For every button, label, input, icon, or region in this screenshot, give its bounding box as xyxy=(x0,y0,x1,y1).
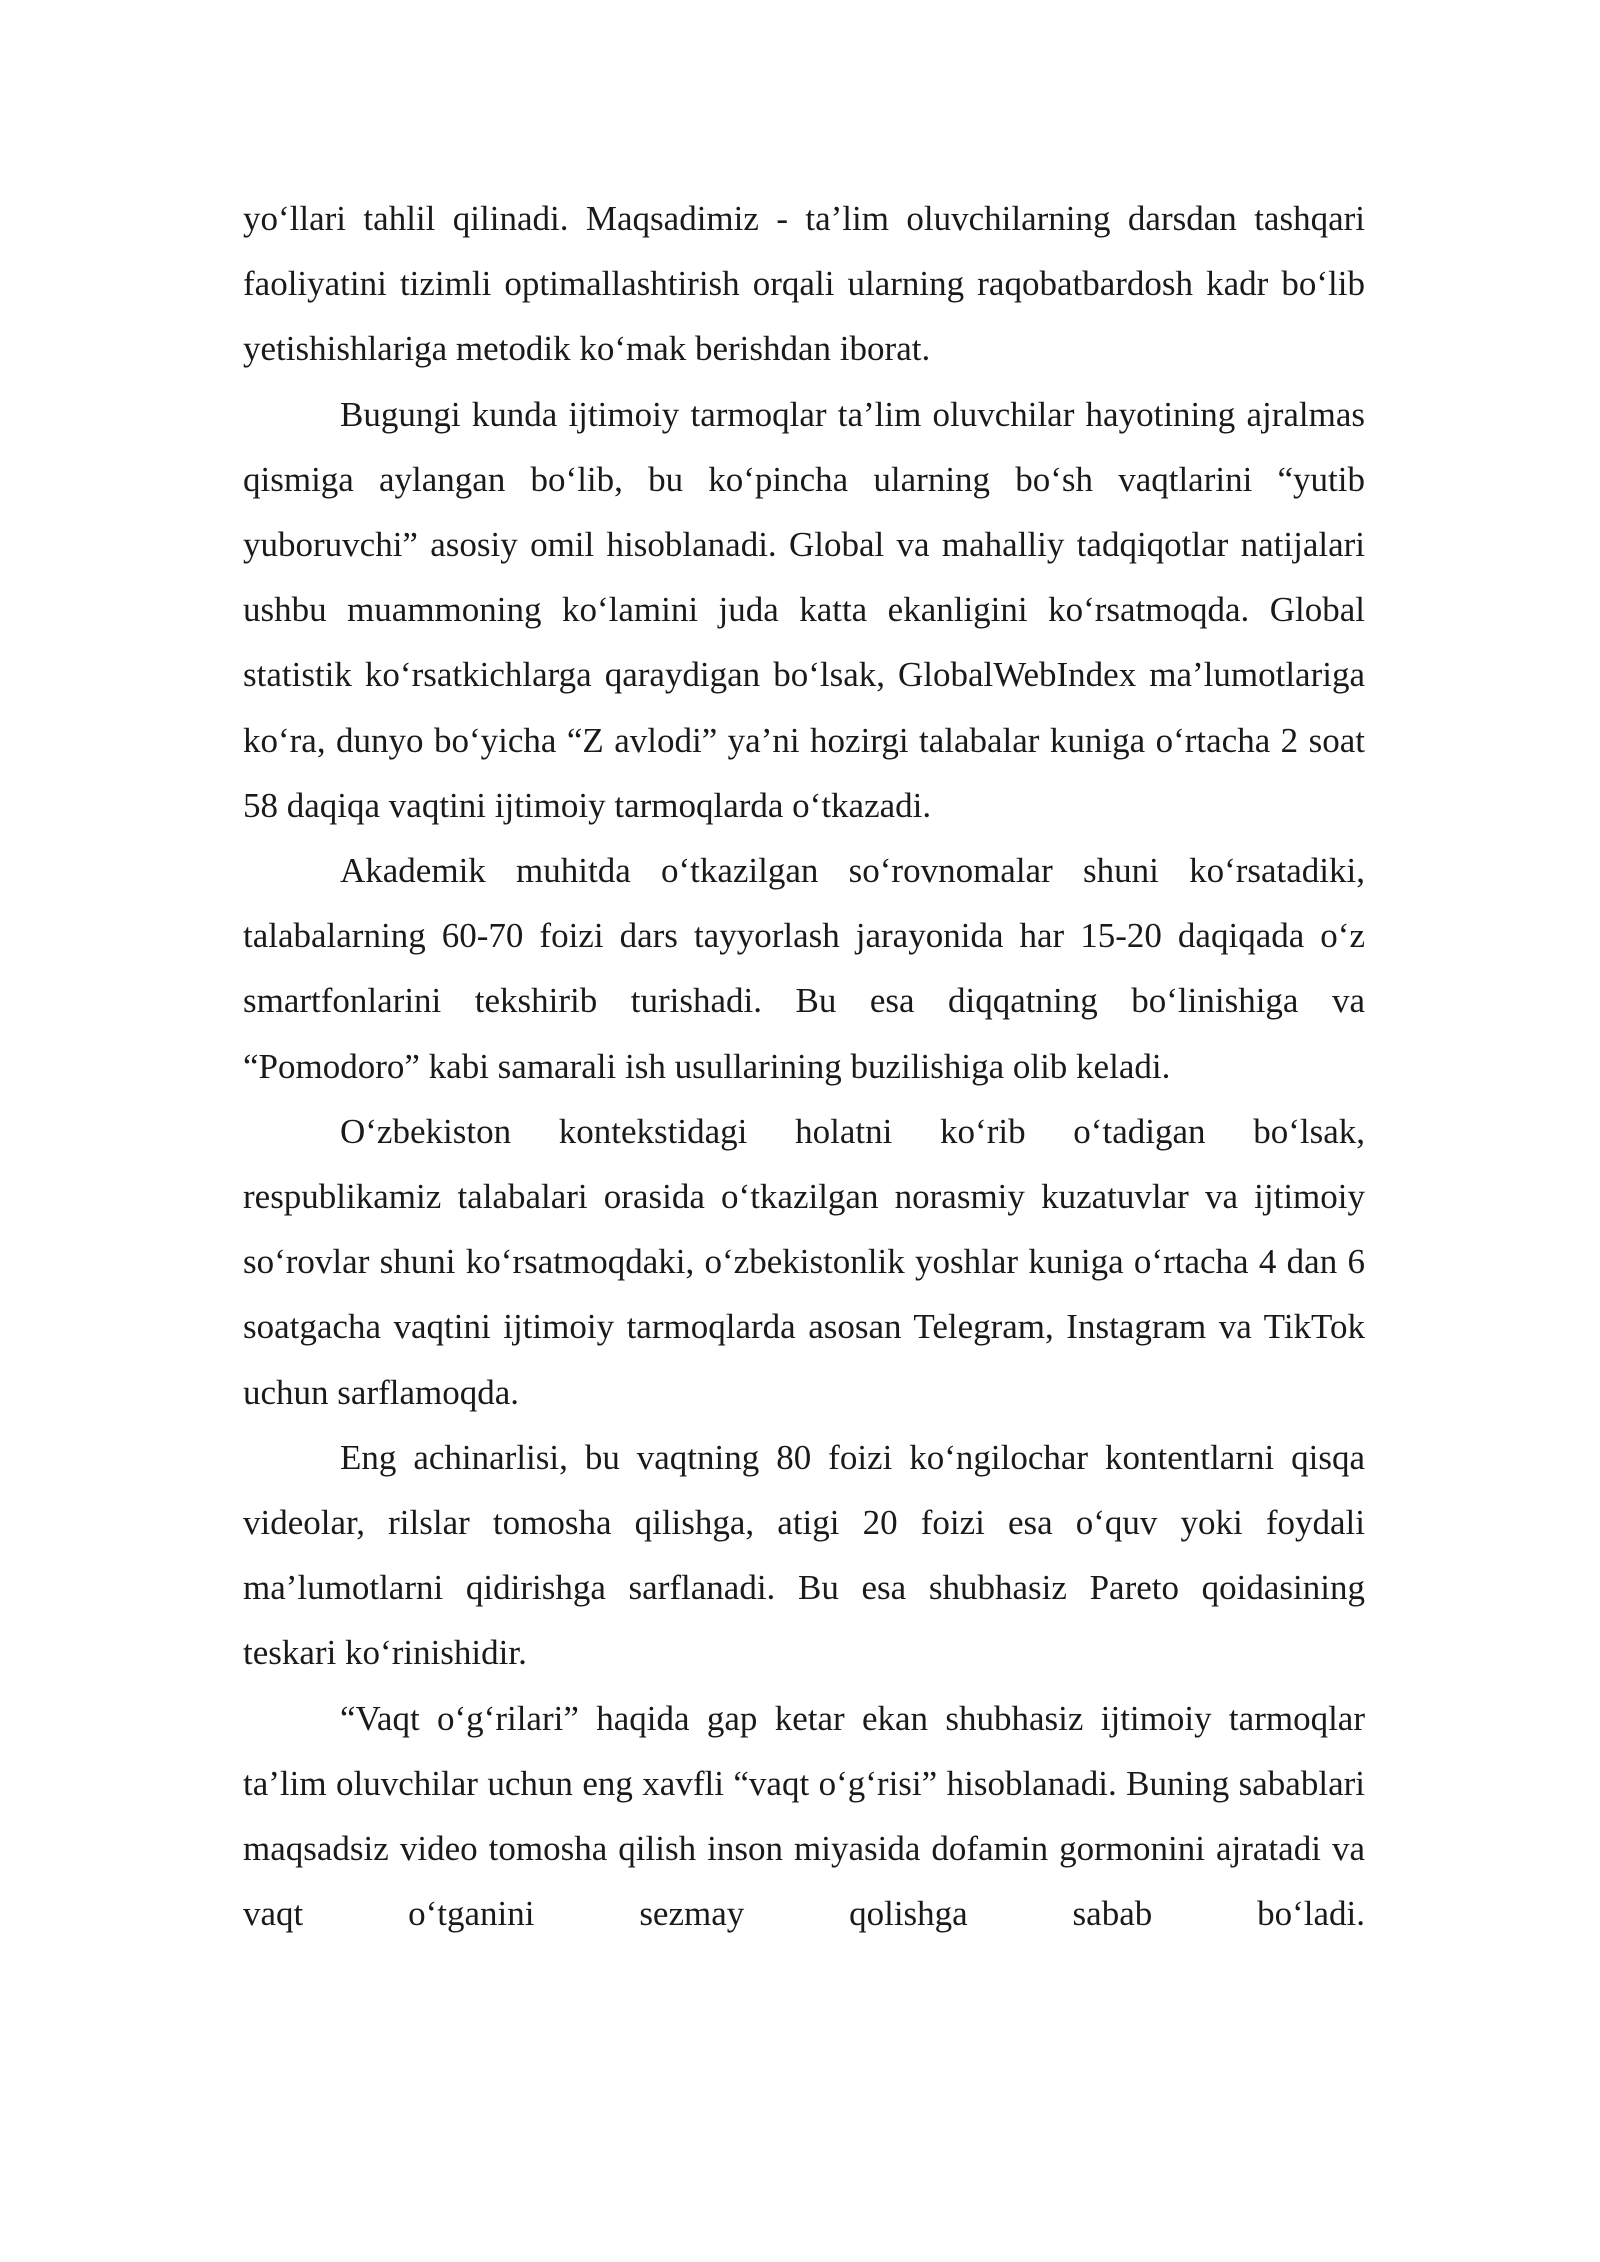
paragraph-5: Eng achinarlisi, bu vaqtning 80 foizi ko‘ngilochar kontentlarni qisqa videolar, rilslar tomosha qilishga, atigi 20 foizi esa o‘quv yoki foydali ma’lumotlarni qidirishga sarflanadi. Bu esa shubhasiz Pareto qoidasining teskari ko‘rinishidir. xyxy=(243,1437,1365,1673)
paragraph-1: yo‘llari tahlil qilinadi. Maqsadimiz - ta’lim oluvchilarning darsdan tashqari faoliyatini tizimli optimallashtirish orqali ularning raqobatbardosh kadr bo‘lib yetishishlariga metodik ko‘mak berishdan iborat. xyxy=(243,199,1365,369)
paragraph-6: “Vaqt o‘g‘rilari” haqida gap ketar ekan shubhasiz ijtimoiy tarmoqlar ta’lim oluvchilar uchun eng xavfli “vaqt o‘g‘risi” hisoblanadi. Buning sabablari maqsadsiz video tomosha qilish inson miyasida dofamin gormonini ajratadi va vaqt o‘tganini sezmay qolishga sabab bo‘ladi. xyxy=(243,1698,1365,1934)
paragraph-2: Bugungi kunda ijtimoiy tarmoqlar ta’lim oluvchilar hayotining ajralmas qismiga aylangan bo‘lib, bu ko‘pincha ularning bo‘sh vaqtlarini “yutib yuboruvchi” asosiy omil hisoblanadi. Global va mahalliy tadqiqotlar natijalari ushbu muammoning ko‘lamini juda katta ekanligini ko‘rsatmoqda. Global statistik ko‘rsatkichlarga qaraydigan bo‘lsak, GlobalWebIndex ma’lumotlariga ko‘ra, dunyo bo‘yicha “Z avlodi” ya’ni hozirgi talabalar kuniga o‘rtacha 2 soat 58 daqiqa vaqtini ijtimoiy tarmoqlarda o‘tkazadi. xyxy=(243,394,1365,825)
paragraph-3: Akademik muhitda o‘tkazilgan so‘rovnomalar shuni ko‘rsatadiki, talabalarning 60-70 foizi dars tayyorlash jarayonida har 15-20 daqiqada o‘z smartfonlarini tekshirib turishadi. Bu esa diqqatning bo‘linishiga va “Pomodoro” kabi samarali ish usullarining buzilishiga olib keladi. xyxy=(243,851,1365,1086)
document-page xyxy=(243,186,1365,1946)
paragraph-4: O‘zbekiston kontekstidagi holatni ko‘rib o‘tadigan bo‘lsak, respublikamiz talabalari orasida o‘tkazilgan norasmiy kuzatuvlar va ijtimoiy so‘rovlar shuni ko‘rsatmoqdaki, o‘zbekistonlik yoshlar kuniga o‘rtacha 4 dan 6 soatgacha vaqtini ijtimoiy tarmoqlarda asosan Telegram, Instagram va TikTok uchun sarflamoqda. xyxy=(243,1111,1365,1412)
